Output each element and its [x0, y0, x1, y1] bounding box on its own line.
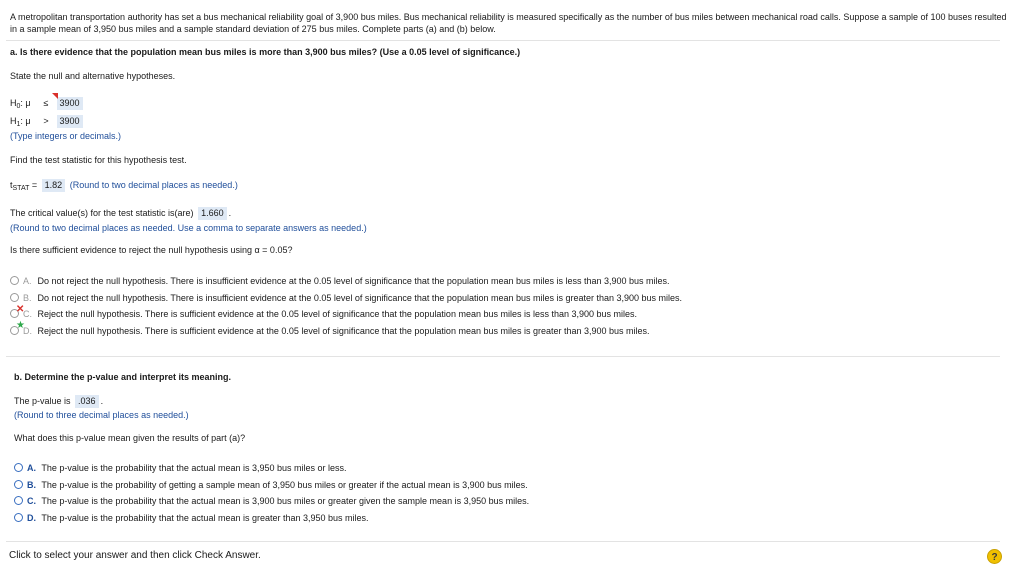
radio-button[interactable] [14, 513, 23, 522]
divider [6, 356, 1000, 357]
part-a-question: a. Is there evidence that the population mean bus miles is more than 3,900 bus miles? (Use a 0.05 level of significance.) [10, 47, 521, 57]
part-b-question: b. Determine the p-value and interpret its meaning. [14, 372, 232, 382]
part-a-option-b[interactable]: B. Do not reject the null hypothesis. There is insufficient evidence at the 0.05 level of significance that the population mean bus miles is greater than 3,900 bus miles. [10, 293, 682, 303]
error-flag-icon [52, 93, 58, 99]
part-a-option-c[interactable]: C. Reject the null hypothesis. There is sufficient evidence at the 0.05 level of significance that the population mean bus miles is less than 3,900 bus miles. [10, 309, 637, 319]
footer-instruction: Click to select your answer and then click Check Answer. [9, 550, 261, 561]
find-statistic-prompt: Find the test statistic for this hypothesis test. [10, 155, 187, 165]
divider [6, 40, 1000, 41]
part-a-option-a[interactable]: A. Do not reject the null hypothesis. There is insufficient evidence at the 0.05 level of significance that the population mean bus miles is less than 3,900 bus miles. [10, 276, 670, 286]
problem-intro: A metropolitan transportation authority has set a bus mechanical reliability goal of 3,900 bus miles. Bus mechanical reliability is measured specifically as the number of bus miles between mechanical road calls. Suppose a sample of 100 buses resulted in a sample mean of 3,950 bus miles and a sample standard deviation of 275 bus miles. Complete parts (a) and (b) below. [10, 12, 1007, 34]
radio-button[interactable] [10, 276, 19, 285]
pvalue-row: The p-value is .036 . [14, 396, 104, 406]
reject-question: Is there sufficient evidence to reject the null hypothesis using α = 0.05? [10, 245, 293, 255]
critical-value-row: The critical value(s) for the test statistic is(are) 1.660 . [10, 208, 232, 218]
radio-button[interactable] [10, 293, 19, 302]
state-hypotheses-prompt: State the null and alternative hypotheses. [10, 71, 176, 81]
part-b-option-a[interactable]: A. The p-value is the probability that the actual mean is 3,950 bus miles or less. [14, 463, 347, 473]
radio-button[interactable] [14, 496, 23, 505]
alt-hypothesis-row: $H_1$: μ > 3900 [10, 115, 85, 128]
part-b-option-d[interactable]: D. The p-value is the probability that the actual mean is greater than 3,950 bus miles. [14, 513, 369, 523]
star-icon: ★ [16, 320, 25, 331]
null-value-field[interactable]: 3900 [57, 97, 83, 110]
x-mark-icon: ✕ [16, 304, 25, 315]
divider [6, 541, 1000, 542]
part-b-option-b[interactable]: B. The p-value is the probability of getting a sample mean of 3,950 bus miles or greater if the actual mean is 3,900 bus miles. [14, 480, 528, 490]
part-b-option-c[interactable]: C. The p-value is the probability that the actual mean is 3,900 bus miles or greater given the sample mean is 3,950 bus miles. [14, 496, 529, 506]
pvalue-field[interactable]: .036 [75, 395, 99, 408]
null-operator-select[interactable]: ≤ [43, 98, 49, 108]
tstat-answer-field[interactable]: 1.82 [42, 179, 66, 192]
null-hypothesis-row: $H_0$: μ ≤ 3900 [10, 97, 85, 110]
radio-button[interactable] [14, 463, 23, 472]
meaning-question: What does this p-value mean given the results of part (a)? [14, 433, 246, 443]
critical-hint: (Round to two decimal places as needed. Use a comma to separate answers as needed.) [10, 223, 367, 233]
help-icon[interactable]: ? [987, 549, 1002, 564]
type-hint: (Type integers or decimals.) [10, 131, 122, 141]
tstat-row: $t_{STAT} = 1.82$ (Round to two decimal places as needed.) [10, 180, 238, 192]
radio-button[interactable] [14, 480, 23, 489]
alt-value-field[interactable]: 3900 [57, 115, 83, 128]
critical-value-field[interactable]: 1.660 [198, 207, 227, 220]
alt-operator-select[interactable]: > [43, 116, 49, 126]
pvalue-hint: (Round to three decimal places as needed.) [14, 410, 189, 420]
part-a-option-d[interactable]: D. Reject the null hypothesis. There is sufficient evidence at the 0.05 level of significance that the population mean bus miles is greater than 3,900 bus miles. [10, 326, 650, 336]
